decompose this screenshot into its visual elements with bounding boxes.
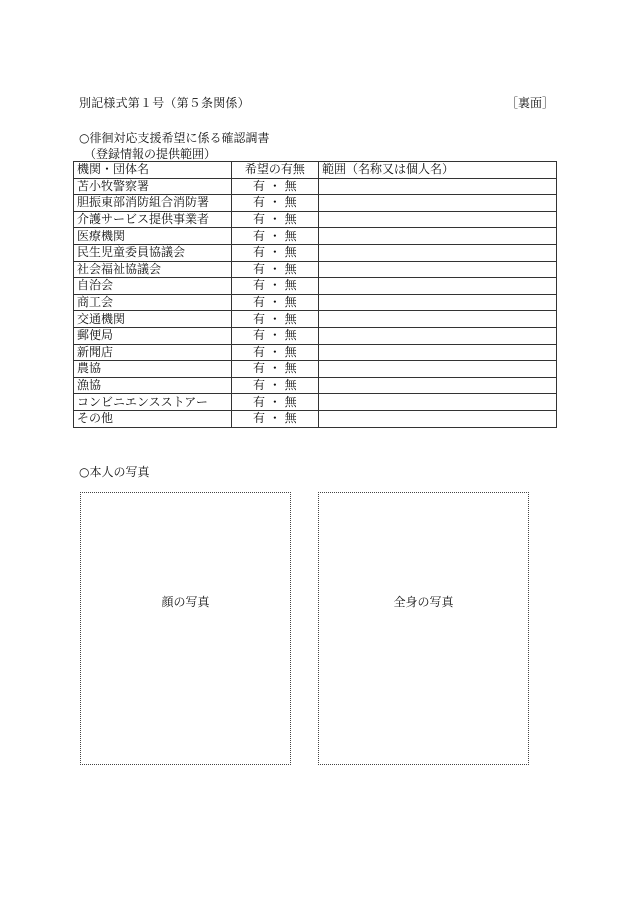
section-title-photo: ○本人の写真 <box>79 465 150 479</box>
section-title-confirmation: ○徘徊対応支援希望に係る確認調書 <box>79 131 270 145</box>
org-name-cell: 新聞店 <box>74 344 232 361</box>
scope-cell[interactable] <box>319 394 557 411</box>
choice-cell[interactable]: 有 ・ 無 <box>231 261 318 278</box>
org-name-cell: 民生児童委員協議会 <box>74 244 232 261</box>
scope-cell[interactable] <box>319 377 557 394</box>
form-id: 別記様式第１号（第５条関係） <box>79 96 250 110</box>
scope-cell[interactable] <box>319 228 557 245</box>
org-name-cell: 社会福祉協議会 <box>74 261 232 278</box>
table-row <box>74 195 557 212</box>
scope-cell[interactable] <box>319 195 557 212</box>
choice-cell[interactable]: 有 ・ 無 <box>231 178 318 195</box>
table-row <box>74 228 557 245</box>
org-name-cell: 漁協 <box>74 377 232 394</box>
table-row <box>74 361 557 378</box>
scope-cell[interactable] <box>319 211 557 228</box>
org-name-cell: 胆振東部消防組合消防署 <box>74 195 232 212</box>
column-header-choice: 希望の有無 <box>231 162 318 179</box>
scope-cell[interactable] <box>319 294 557 311</box>
table-row <box>74 211 557 228</box>
table-row <box>74 394 557 411</box>
scope-cell[interactable] <box>319 261 557 278</box>
choice-cell[interactable]: 有 ・ 無 <box>231 211 318 228</box>
table-row <box>74 244 557 261</box>
scope-cell[interactable] <box>319 361 557 378</box>
org-name-cell: 苫小牧警察署 <box>74 178 232 195</box>
choice-cell[interactable]: 有 ・ 無 <box>231 344 318 361</box>
org-name-cell: コンビニエンスストアー <box>74 394 232 411</box>
table-row <box>74 311 557 328</box>
org-name-cell: 自治会 <box>74 278 232 295</box>
choice-cell[interactable]: 有 ・ 無 <box>231 394 318 411</box>
org-name-cell: その他 <box>74 410 232 427</box>
choice-cell[interactable]: 有 ・ 無 <box>231 195 318 212</box>
org-name-cell: 農協 <box>74 361 232 378</box>
column-header-scope: 範囲（名称又は個人名） <box>319 162 557 179</box>
column-header-org: 機関・団体名 <box>74 162 232 179</box>
org-name-cell: 交通機関 <box>74 311 232 328</box>
face-photo-box[interactable] <box>80 492 291 765</box>
choice-cell[interactable]: 有 ・ 無 <box>231 294 318 311</box>
scope-cell[interactable] <box>319 278 557 295</box>
full-body-photo-label: 全身の写真 <box>393 595 454 609</box>
table-row <box>74 261 557 278</box>
choice-cell[interactable]: 有 ・ 無 <box>231 228 318 245</box>
scope-cell[interactable] <box>319 244 557 261</box>
org-name-cell: 医療機関 <box>74 228 232 245</box>
choice-cell[interactable]: 有 ・ 無 <box>231 244 318 261</box>
table-row <box>74 294 557 311</box>
scope-cell[interactable] <box>319 344 557 361</box>
scope-cell[interactable] <box>319 327 557 344</box>
org-name-cell: 介護サービス提供事業者 <box>74 211 232 228</box>
side-label: ［裏面］ <box>505 96 554 110</box>
choice-cell[interactable]: 有 ・ 無 <box>231 327 318 344</box>
choice-cell[interactable]: 有 ・ 無 <box>231 377 318 394</box>
table-row <box>74 377 557 394</box>
full-body-photo-box[interactable] <box>318 492 529 765</box>
face-photo-label: 顔の写真 <box>161 595 210 609</box>
choice-cell[interactable]: 有 ・ 無 <box>231 361 318 378</box>
scope-cell[interactable] <box>319 410 557 427</box>
choice-cell[interactable]: 有 ・ 無 <box>231 311 318 328</box>
org-name-cell: 郵便局 <box>74 327 232 344</box>
scope-cell[interactable] <box>319 311 557 328</box>
table-row <box>74 327 557 344</box>
choice-cell[interactable]: 有 ・ 無 <box>231 278 318 295</box>
table-row <box>74 278 557 295</box>
provision-scope-table <box>73 161 557 428</box>
table-row <box>74 178 557 195</box>
table-row <box>74 344 557 361</box>
org-name-cell: 商工会 <box>74 294 232 311</box>
table-header-row <box>74 162 557 179</box>
scope-cell[interactable] <box>319 178 557 195</box>
table-row <box>74 410 557 427</box>
choice-cell[interactable]: 有 ・ 無 <box>231 410 318 427</box>
section-subtitle-scope: （登録情報の提供範囲） <box>84 147 217 161</box>
